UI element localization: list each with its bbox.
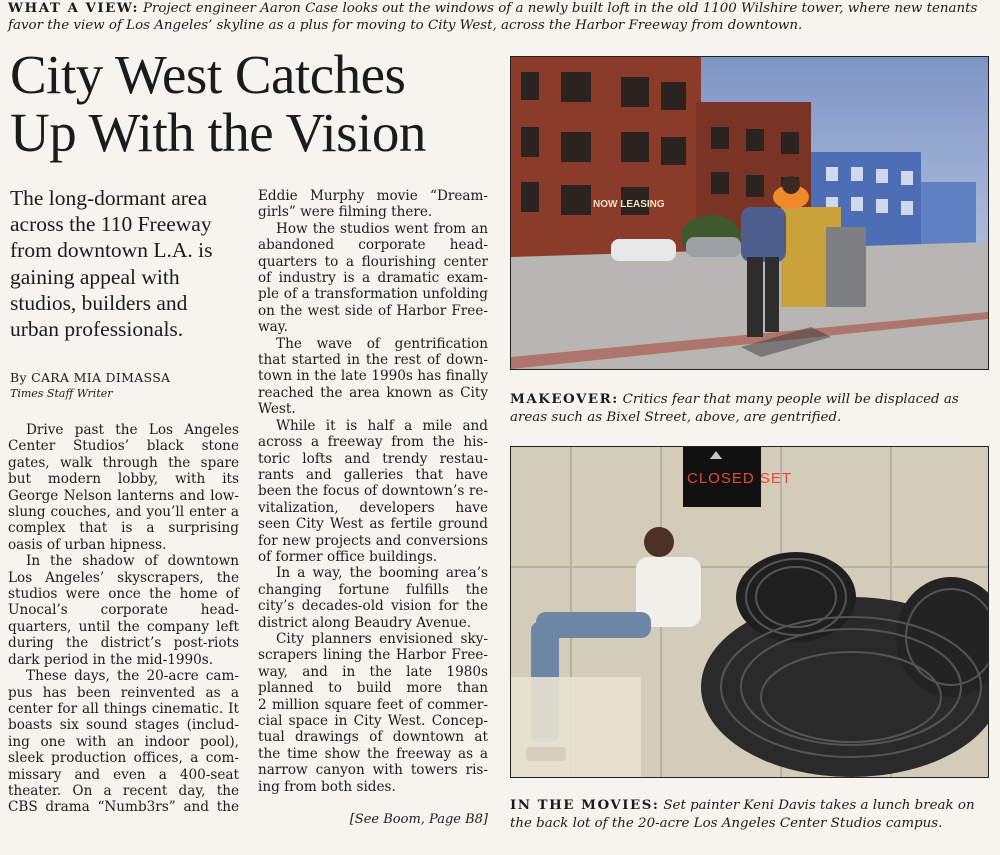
deck-subheadline bbox=[10, 185, 245, 342]
text-line: planned to build more than bbox=[258, 680, 488, 697]
text-line: city’s decades-old vision for the bbox=[258, 598, 488, 615]
deck-line: gaining appeal with bbox=[10, 264, 180, 289]
text-line: dark period in the mid-1990s. bbox=[8, 651, 214, 668]
byline-role: Times Staff Writer bbox=[10, 387, 113, 400]
text-line: quarters to a flourishing center bbox=[258, 253, 488, 270]
text-line: slung couches, and you’ll enter a bbox=[8, 504, 239, 521]
deck-line: The long-dormant area bbox=[10, 186, 207, 210]
text-line: during the district’s post-riots bbox=[8, 635, 239, 652]
text-line: pus has been reinvented as a bbox=[8, 684, 239, 701]
text-line: for new projects and conversions bbox=[258, 532, 488, 549]
caption-makeover bbox=[510, 391, 990, 426]
text-line: City planners envisioned sky- bbox=[276, 630, 488, 647]
text-line: district along Beaudry Avenue. bbox=[258, 614, 472, 631]
photo-studio-lot bbox=[510, 446, 989, 778]
deck-line: urban professionals. bbox=[10, 317, 184, 342]
top-caption-text: Project engineer Aaron Case looks out the windows of a newly built loft in the old 1100 Wilshire tower, where new tenants favor the view of Los Angeles’ skyline as a plus for moving to City West, across the Harbor Freeway from downtown. bbox=[8, 1, 978, 33]
text-line: that started in the rest of down- bbox=[258, 352, 488, 369]
headline-line-1: City West Catches bbox=[10, 44, 406, 105]
article-column-1 bbox=[8, 422, 239, 816]
text-line: of industry is a dramatic exam- bbox=[258, 270, 488, 287]
caption-in-the-movies bbox=[510, 797, 990, 832]
text-line: George Nelson lanterns and low- bbox=[8, 487, 239, 504]
text-line: girls” were filming there. bbox=[258, 204, 433, 221]
photo-street-scene bbox=[510, 56, 989, 370]
text-line: Los Angeles’ skyscrapers, the bbox=[8, 569, 239, 586]
deck-line: across the 110 Freeway bbox=[10, 212, 212, 237]
caption-text: Set painter Keni Davis takes a lunch break on the back lot of the 20-acre Los Angeles Center Studios campus. bbox=[510, 798, 975, 831]
text-line: across a freeway from the his- bbox=[258, 434, 488, 451]
street-scene-illustration bbox=[511, 57, 988, 369]
text-line: changing fortune fulfills the bbox=[258, 581, 488, 598]
studio-scene-illustration bbox=[511, 447, 988, 777]
text-line: Center Studios’ black stone bbox=[8, 438, 239, 455]
closed-set-sign-line: CLOSED SET bbox=[687, 470, 793, 487]
text-line: center for all things cinematic. It bbox=[8, 700, 239, 717]
text-line: The wave of gentrification bbox=[276, 335, 488, 352]
caption-lead: MAKEOVER: bbox=[510, 391, 619, 407]
text-line: seen City West as fertile ground bbox=[258, 516, 488, 533]
text-line: of former office buildings. bbox=[258, 548, 438, 565]
text-line: In the shadow of downtown bbox=[26, 553, 239, 570]
text-line: These days, the 20-acre cam- bbox=[26, 668, 239, 685]
text-line: way. bbox=[258, 319, 288, 336]
text-line: gates, walk through the spare bbox=[8, 454, 239, 471]
now-leasing-sign: NOW LEASING bbox=[593, 199, 665, 210]
text-line: CBS drama “Numb3rs” and the bbox=[8, 799, 239, 816]
closed-set-sign bbox=[687, 470, 792, 487]
byline-author: By CARA MIA DIMASSA bbox=[10, 370, 171, 385]
deck-line: from downtown L.A. is bbox=[10, 238, 213, 263]
text-line: rants and galleries that have bbox=[258, 466, 488, 483]
headline-line-2: Up With the Vision bbox=[10, 102, 426, 163]
article-column-2 bbox=[258, 188, 488, 795]
text-line: tual drawings of downtown at bbox=[258, 729, 488, 746]
text-line: toric lofts and trendy restau- bbox=[258, 450, 488, 467]
text-line: complex that is a surprising bbox=[8, 520, 239, 537]
text-line: abandoned corporate head- bbox=[258, 237, 488, 254]
text-line: oasis of urban hipness. bbox=[8, 536, 167, 553]
text-line: ple of a transformation unfolding bbox=[258, 286, 488, 303]
text-line: West. bbox=[258, 401, 296, 418]
text-line: In a way, the booming area’s bbox=[276, 565, 488, 582]
text-line: 2 million square feet of commer- bbox=[258, 696, 488, 713]
text-line: Drive past the Los Angeles bbox=[26, 422, 239, 438]
text-line: cial space in City West. Concep- bbox=[258, 713, 488, 729]
text-line: ing from both sides. bbox=[258, 778, 396, 795]
text-line: on the west side of Harbor Free- bbox=[258, 302, 488, 319]
text-line: the time show the freeway as a bbox=[258, 745, 488, 762]
text-line: theater. On a recent day, the bbox=[8, 782, 239, 799]
text-line: While it is half a mile and bbox=[276, 417, 488, 434]
text-line: narrow canyon with towers ris- bbox=[258, 762, 488, 779]
top-photo-caption bbox=[8, 0, 993, 34]
text-line: been the focus of downtown’s re- bbox=[258, 483, 488, 500]
text-line: Unocal’s corporate head- bbox=[8, 602, 239, 619]
jump-line: [See Boom, Page B8] bbox=[349, 812, 488, 827]
text-line: way, and in the late 1980s bbox=[258, 663, 488, 680]
text-line: Eddie Murphy movie “Dream- bbox=[258, 188, 488, 204]
caption-lead: IN THE MOVIES: bbox=[510, 797, 660, 813]
text-line: quarters, until the company left bbox=[8, 618, 239, 635]
text-line: reached the area known as City bbox=[258, 384, 488, 401]
caption-text: Critics fear that many people will be displaced as areas such as Bixel Street, above, are gentrified. bbox=[510, 392, 959, 425]
text-line: ing one with an indoor pool), bbox=[8, 733, 239, 750]
text-line: town in the late 1990s has finally bbox=[258, 368, 488, 385]
text-line: How the studios went from an bbox=[276, 220, 488, 237]
byline bbox=[10, 370, 250, 402]
text-line: missary and even a 400-seat bbox=[8, 766, 239, 783]
text-line: vitalization, developers have bbox=[258, 499, 488, 516]
deck-line: studios, builders and bbox=[10, 290, 188, 315]
text-line: boasts six sound stages (includ- bbox=[8, 717, 239, 734]
text-line: but modern lobby, with its bbox=[8, 471, 239, 488]
top-caption-lead: WHAT A VIEW: bbox=[8, 0, 139, 16]
headline bbox=[10, 46, 500, 162]
text-line: studios were once the home of bbox=[8, 586, 239, 603]
text-line: sleek production offices, a com- bbox=[8, 750, 239, 767]
text-line: scrapers lining the Harbor Free- bbox=[258, 647, 488, 664]
